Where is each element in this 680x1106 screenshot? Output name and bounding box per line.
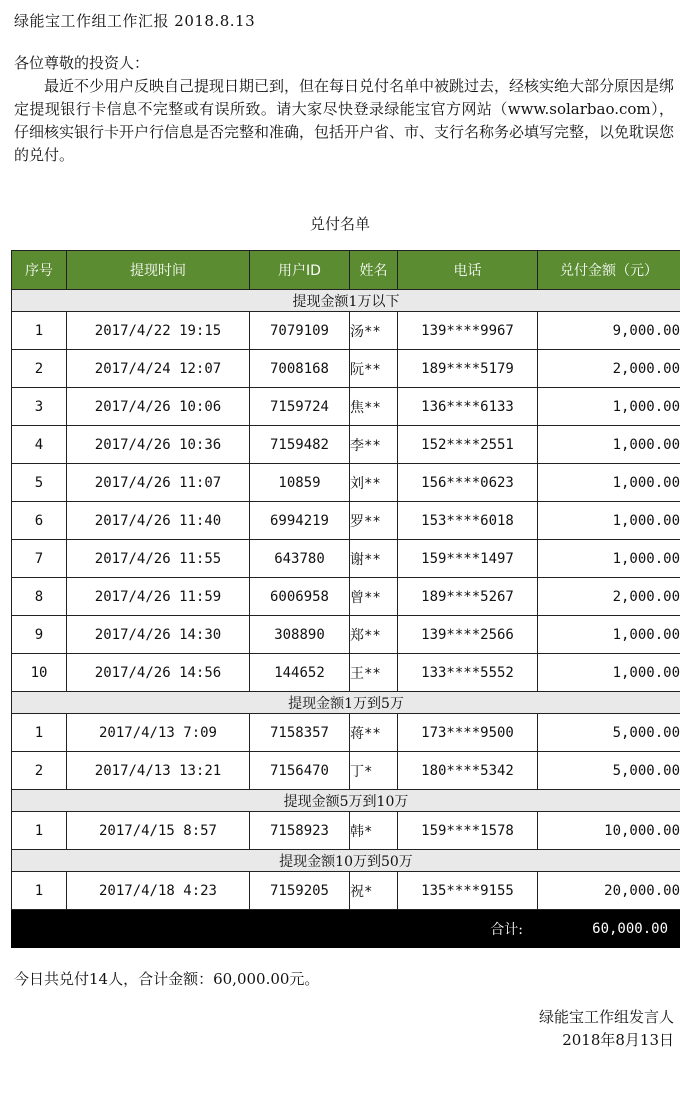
group-label: 提现金额1万到5万: [12, 692, 680, 714]
cell-phone: 173****9500: [398, 714, 538, 752]
cell-no: 8: [12, 578, 67, 616]
payout-table: [11, 250, 680, 948]
cell-phone: 159****1497: [398, 540, 538, 578]
table-row: [12, 654, 680, 692]
table-row: [12, 426, 680, 464]
cell-no: 5: [12, 464, 67, 502]
cell-name: 蒋**: [350, 714, 398, 752]
header-amount: 兑付金额（元）: [538, 251, 680, 290]
signature-org: 绿能宝工作组发言人: [538, 1008, 674, 1026]
cell-amount: 5,000.00: [538, 752, 680, 790]
total-row: [12, 910, 680, 948]
table-row: [12, 714, 680, 752]
cell-user-id: 144652: [250, 654, 350, 692]
header-time: 提现时间: [67, 251, 250, 290]
cell-phone: 153****6018: [398, 502, 538, 540]
cell-user-id: 7158357: [250, 714, 350, 752]
table-row: [12, 872, 680, 910]
signature-date: 2018年8月13日: [562, 1031, 674, 1049]
total-label: 合计:: [12, 910, 538, 948]
table-row: [12, 752, 680, 790]
header-name: 姓名: [350, 251, 398, 290]
notice-body: 最近不少用户反映自己提现日期已到，但在每日兑付名单中被跳过去，经核实绝大部分原因是绑定提现银行卡信息不完整或有误所致。请大家尽快登录绿能宝官方网站（www.solarbao.com），仔细核实银行卡开户行信息是否完整和准确，包括开户省、市、支行名称务必填写完整，以免耽误您的兑付。: [14, 77, 675, 164]
header-no: 序号: [12, 251, 67, 290]
cell-user-id: 7159724: [250, 388, 350, 426]
cell-user-id: 7008168: [250, 350, 350, 388]
cell-no: 1: [12, 872, 67, 910]
cell-no: 10: [12, 654, 67, 692]
cell-time: 2017/4/26 10:36: [67, 426, 250, 464]
cell-no: 4: [12, 426, 67, 464]
group-row: [12, 290, 680, 312]
cell-phone: 159****1578: [398, 812, 538, 850]
cell-time: 2017/4/26 11:55: [67, 540, 250, 578]
signature-block: [539, 1006, 674, 1052]
cell-time: 2017/4/15 8:57: [67, 812, 250, 850]
cell-name: 李**: [350, 426, 398, 464]
cell-name: 焦**: [350, 388, 398, 426]
header-phone: 电话: [398, 251, 538, 290]
cell-name: 刘**: [350, 464, 398, 502]
group-label: 提现金额10万到50万: [12, 850, 680, 872]
cell-time: 2017/4/26 11:59: [67, 578, 250, 616]
cell-time: 2017/4/18 4:23: [67, 872, 250, 910]
table-title: 兑付名单: [309, 215, 370, 233]
cell-name: 韩*: [350, 812, 398, 850]
header-user-id: 用户ID: [250, 251, 350, 290]
cell-amount: 1,000.00: [538, 388, 680, 426]
cell-amount: 10,000.00: [538, 812, 680, 850]
cell-amount: 1,000.00: [538, 616, 680, 654]
cell-amount: 2,000.00: [538, 578, 680, 616]
cell-amount: 1,000.00: [538, 654, 680, 692]
table-body: [12, 290, 680, 910]
cell-user-id: 7158923: [250, 812, 350, 850]
summary-text: 今日共兑付14人，合计金额：60,000.00元。: [14, 970, 320, 988]
table-row: [12, 540, 680, 578]
group-row: [12, 850, 680, 872]
cell-name: 阮**: [350, 350, 398, 388]
cell-time: 2017/4/26 10:06: [67, 388, 250, 426]
cell-no: 9: [12, 616, 67, 654]
cell-name: 王**: [350, 654, 398, 692]
intro-section: [14, 52, 674, 167]
table-row: [12, 616, 680, 654]
group-label: 提现金额1万以下: [12, 290, 680, 312]
cell-amount: 20,000.00: [538, 872, 680, 910]
table-row: [12, 388, 680, 426]
cell-amount: 1,000.00: [538, 464, 680, 502]
cell-phone: 189****5267: [398, 578, 538, 616]
cell-time: 2017/4/26 11:40: [67, 502, 250, 540]
cell-no: 1: [12, 312, 67, 350]
cell-amount: 1,000.00: [538, 426, 680, 464]
cell-user-id: 643780: [250, 540, 350, 578]
cell-no: 2: [12, 350, 67, 388]
cell-no: 3: [12, 388, 67, 426]
cell-amount: 2,000.00: [538, 350, 680, 388]
table-row: [12, 812, 680, 850]
cell-amount: 1,000.00: [538, 502, 680, 540]
cell-user-id: 7159482: [250, 426, 350, 464]
table-row: [12, 312, 680, 350]
table-row: [12, 350, 680, 388]
cell-time: 2017/4/26 14:30: [67, 616, 250, 654]
cell-name: 郑**: [350, 616, 398, 654]
cell-time: 2017/4/22 19:15: [67, 312, 250, 350]
cell-phone: 135****9155: [398, 872, 538, 910]
cell-phone: 180****5342: [398, 752, 538, 790]
total-value: 60,000.00: [538, 910, 680, 948]
group-row: [12, 692, 680, 714]
cell-no: 6: [12, 502, 67, 540]
report-title: 绿能宝工作组工作汇报 2018.8.13: [14, 12, 256, 30]
cell-name: 汤**: [350, 312, 398, 350]
cell-no: 7: [12, 540, 67, 578]
cell-user-id: 308890: [250, 616, 350, 654]
table-row: [12, 464, 680, 502]
cell-time: 2017/4/24 12:07: [67, 350, 250, 388]
cell-phone: 136****6133: [398, 388, 538, 426]
cell-user-id: 7159205: [250, 872, 350, 910]
cell-no: 1: [12, 714, 67, 752]
cell-amount: 9,000.00: [538, 312, 680, 350]
cell-no: 1: [12, 812, 67, 850]
cell-phone: 189****5179: [398, 350, 538, 388]
table-row: [12, 578, 680, 616]
cell-name: 曾**: [350, 578, 398, 616]
cell-name: 祝*: [350, 872, 398, 910]
cell-phone: 139****2566: [398, 616, 538, 654]
cell-name: 罗**: [350, 502, 398, 540]
greeting: 各位尊敬的投资人：: [14, 54, 150, 72]
cell-time: 2017/4/13 7:09: [67, 714, 250, 752]
cell-user-id: 6006958: [250, 578, 350, 616]
cell-user-id: 7079109: [250, 312, 350, 350]
cell-name: 谢**: [350, 540, 398, 578]
cell-time: 2017/4/26 14:56: [67, 654, 250, 692]
group-label: 提现金额5万到10万: [12, 790, 680, 812]
cell-phone: 156****0623: [398, 464, 538, 502]
cell-time: 2017/4/26 11:07: [67, 464, 250, 502]
group-row: [12, 790, 680, 812]
table-row: [12, 502, 680, 540]
cell-amount: 5,000.00: [538, 714, 680, 752]
cell-phone: 152****2551: [398, 426, 538, 464]
cell-user-id: 7156470: [250, 752, 350, 790]
table-header-row: [12, 251, 680, 290]
cell-user-id: 6994219: [250, 502, 350, 540]
cell-time: 2017/4/13 13:21: [67, 752, 250, 790]
cell-amount: 1,000.00: [538, 540, 680, 578]
cell-user-id: 10859: [250, 464, 350, 502]
cell-phone: 139****9967: [398, 312, 538, 350]
cell-name: 丁*: [350, 752, 398, 790]
cell-no: 2: [12, 752, 67, 790]
cell-phone: 133****5552: [398, 654, 538, 692]
